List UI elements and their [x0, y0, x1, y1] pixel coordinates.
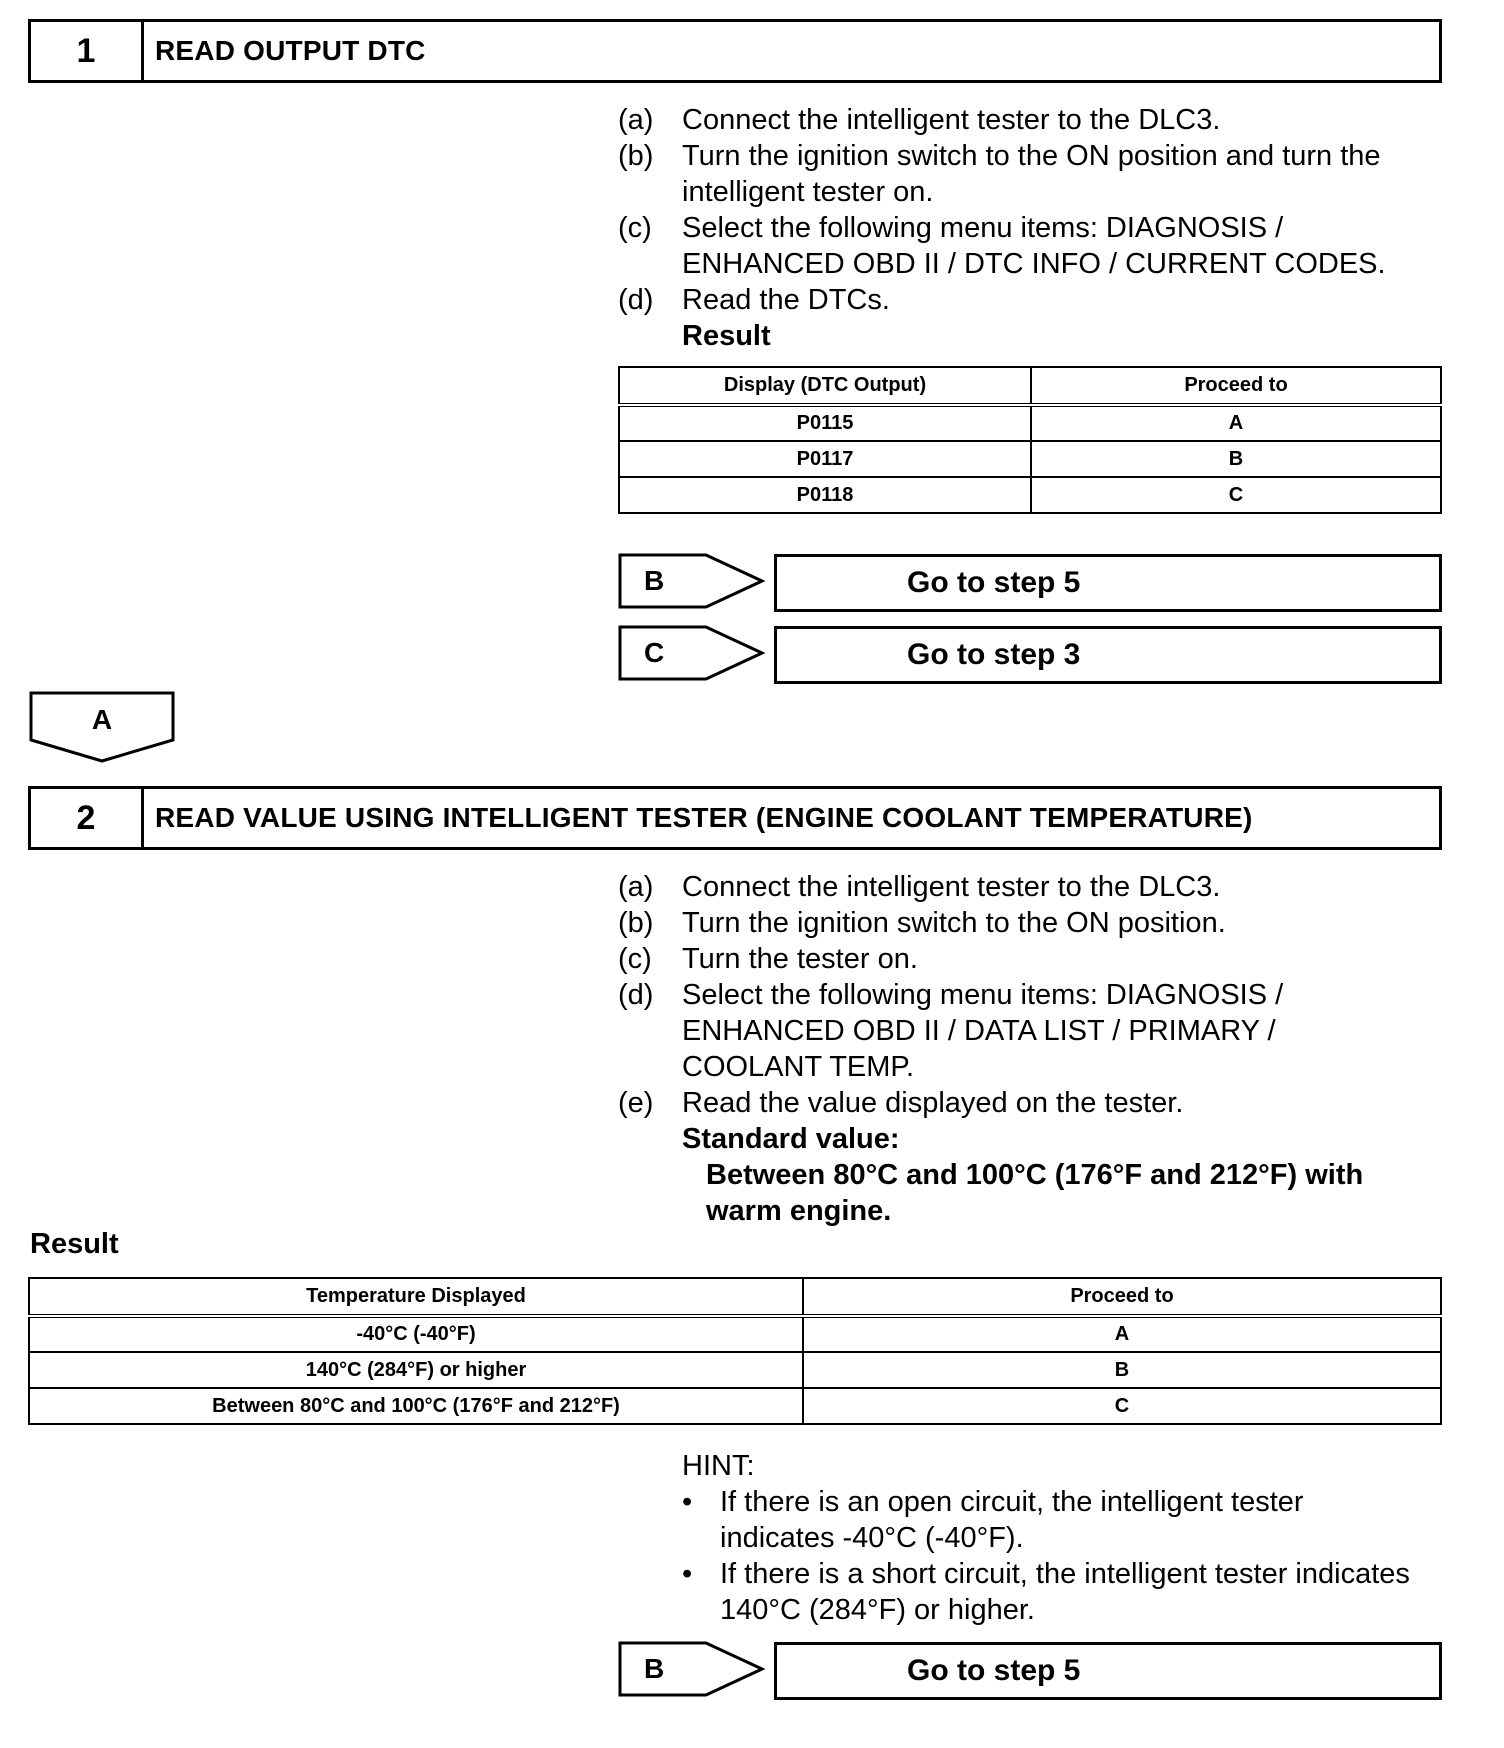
step-2-number: 2 [31, 789, 144, 847]
instruction-item: (a) Connect the intelligent tester to the DLC3. [618, 104, 1221, 136]
table-row: P0115 A [619, 405, 1441, 441]
result-label: Result [30, 1228, 119, 1260]
instruction-item: (d) Read the DTCs. [618, 284, 890, 316]
table-header-row: Display (DTC Output) Proceed to [619, 367, 1441, 405]
step-2-instructions [618, 869, 1442, 1229]
table-header-row: Temperature Displayed Proceed to [29, 1278, 1441, 1316]
hint-item: • If there is an open circuit, the intelligent tester indicates -40°C (-40°F). [682, 1486, 1304, 1554]
hint-item: • If there is a short circuit, the intelligent tester indicates 140°C (284°F) or higher. [682, 1558, 1410, 1626]
instruction-item: (e) Read the value displayed on the tester. [618, 1087, 1184, 1119]
dtc-result-table [618, 366, 1442, 514]
goto-step-5-box: Go to step 5 [774, 1642, 1442, 1700]
branch-tag-c: C [618, 625, 768, 681]
step-1-instructions [618, 102, 1442, 354]
step-2-header [28, 786, 1442, 850]
result-label: Result [682, 320, 771, 352]
table-row: P0117 B [619, 441, 1441, 477]
instruction-item: (c) Select the following menu items: DIAGNOSIS / ENHANCED OBD II / DTC INFO / CURRENT CODES. [618, 212, 1386, 280]
branch-tag-b: B [618, 1641, 768, 1697]
table-row: -40°C (-40°F) A [29, 1316, 1441, 1352]
instruction-item: (c) Turn the tester on. [618, 943, 918, 975]
step-1-number: 1 [31, 22, 144, 80]
temperature-result-table [28, 1277, 1442, 1425]
standard-value-label: Standard value: [682, 1123, 900, 1155]
instruction-item: (d) Select the following menu items: DIAGNOSIS / ENHANCED OBD II / DATA LIST / PRIMARY / COOLANT TEMP. [618, 979, 1284, 1083]
step-2-title: READ VALUE USING INTELLIGENT TESTER (ENGINE COOLANT TEMPERATURE) [155, 802, 1253, 833]
goto-step-5-box: Go to step 5 [774, 554, 1442, 612]
standard-value-text: Between 80°C and 100°C (176°F and 212°F) with warm engine. [706, 1159, 1364, 1227]
hint-label: HINT: [682, 1450, 755, 1482]
instruction-item: (b) Turn the ignition switch to the ON position. [618, 907, 1226, 939]
instruction-item: (a) Connect the intelligent tester to the DLC3. [618, 871, 1221, 903]
continue-tag-a: A [28, 690, 176, 764]
step-1-header [28, 19, 1442, 83]
instruction-item: (b) Turn the ignition switch to the ON position and turn the intelligent tester on. [618, 140, 1381, 208]
branch-arrow-icon [618, 1641, 768, 1697]
hint-section [682, 1448, 1462, 1628]
branch-tag-b: B [618, 553, 768, 609]
table-row: 140°C (284°F) or higher B [29, 1352, 1441, 1388]
goto-step-3-box: Go to step 3 [774, 626, 1442, 684]
branch-arrow-icon [618, 553, 768, 609]
branch-arrow-icon [618, 625, 768, 681]
table-row: P0118 C [619, 477, 1441, 513]
table-row: Between 80°C and 100°C (176°F and 212°F) C [29, 1388, 1441, 1424]
step-1-title: READ OUTPUT DTC [155, 35, 426, 66]
